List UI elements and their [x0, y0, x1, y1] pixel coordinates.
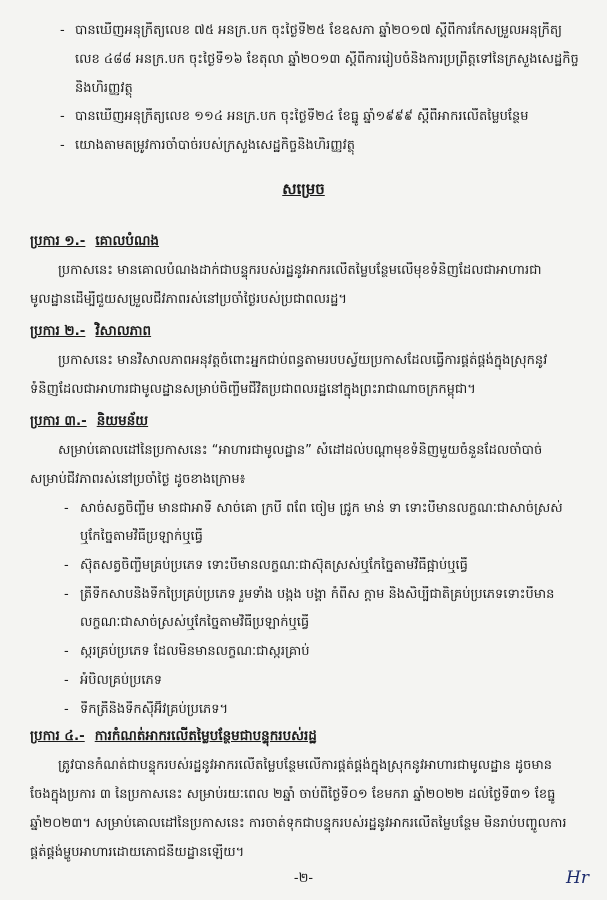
bullet-dash: -: [64, 673, 69, 688]
article-3-heading: [30, 412, 148, 430]
article-2-heading: [30, 322, 151, 340]
preamble-line-1: បានឃើញអនុក្រឹត្យលេខ ៧៥ អនក្រ.បក ចុះថ្ងៃទី២៥ ខែឧសភា ឆ្នាំ២០១៧ ស្ដីពីការកែសម្រួលអនុក្រឹត្យ: [75, 23, 563, 38]
article-2-number: ប្រការ ២.-: [30, 323, 86, 339]
page-number: -២-: [293, 871, 314, 886]
bullet-dash: -: [64, 587, 69, 602]
bullet-dash: -: [60, 23, 65, 38]
food-item-3: ត្រីទឹកសាបនិងទឹកប្រៃគ្រប់ប្រភេទ រួមទាំង បង្កង បង្គា កំពឹស ក្ដាម និងសិប្បីជាតិគ្រប់ប្រភេទទោះបីមាន: [80, 587, 555, 602]
article-3-title: និយមន័យ: [96, 413, 149, 429]
preamble-line-2: លេខ ៤៨៨ អនក្រ.បក ចុះថ្ងៃទី១៦ ខែតុលា ឆ្នាំ២០១៣ ស្ដីពីការរៀបចំនិងការប្រព្រឹត្តទៅនៃក្រសួងសេដ្ឋកិច្ច: [75, 52, 579, 67]
food-item-3-cont: លក្ខណៈជាសាច់ស្រស់ឬកែច្នៃតាមវិធីប្រឡាក់ឬធ្វើ: [80, 615, 310, 630]
article-4-text-2: ចែងក្នុងប្រការ ៣ នៃប្រកាសនេះ សម្រាប់រយៈពេល ២ឆ្នាំ ចាប់ពីថ្ងៃទី០១ ខែមករា ឆ្នាំ២០២២ ដល់ថ្ងៃទី៣១ ខែធ្នូ: [30, 787, 556, 802]
article-3-number: ប្រការ ៣.-: [30, 413, 87, 429]
preamble-line-4: បានឃើញអនុក្រឹត្យលេខ ១១៤ អនក្រ.បក ចុះថ្ងៃទី២៤ ខែធ្នូ ឆ្នាំ១៩៩៩ ស្ដីពីអាករលើតម្លៃបន្ថែម: [75, 109, 529, 124]
bullet-dash: -: [64, 702, 69, 717]
signature-initials: Hr: [566, 868, 589, 888]
article-3-text-2: សម្រាប់ជីវភាពរស់នៅប្រចាំថ្ងៃ ដូចខាងក្រោម៖: [30, 472, 246, 487]
article-2-title: វិសាលភាព: [95, 323, 152, 339]
food-item-1: សាច់សត្វចិញ្ចឹម មានជាអាទិ៍ សាច់គោ ក្របី ពពែ ចៀម ជ្រូក មាន់ ទា ទោះបីមានលក្ខណៈជាសាច់ស្រស់: [80, 501, 563, 516]
food-item-2: ស៊ុតសត្វចិញ្ចឹមគ្រប់ប្រភេទ ទោះបីមានលក្ខណៈជាស៊ុតស្រស់ឬកែច្នៃតាមវិធីផ្អាប់ឬធ្វើ: [80, 558, 468, 573]
article-4-text-4: ផ្គត់ផ្គង់ម្ហូបអាហារដោយភោជនីយដ្ឋានឡើយ។: [30, 845, 245, 860]
article-1-heading: [30, 232, 159, 250]
article-1-text-2: មូលដ្ឋានដើម្បីជួយសម្រួលជីវភាពរស់នៅប្រចាំថ្ងៃរបស់ប្រជាពលរដ្ឋ។: [30, 292, 348, 307]
article-1-title: គោលបំណង: [95, 233, 160, 249]
food-item-5: អំបិលគ្រប់ប្រភេទ: [80, 673, 163, 688]
bullet-dash: -: [60, 138, 65, 153]
article-4-heading: [30, 727, 317, 745]
article-1-text-1: ប្រកាសនេះ មានគោលបំណងដាក់ជាបន្ទុករបស់រដ្ឋនូវអាករលើតម្លៃបន្ថែមលើមុខទំនិញដែលជាអាហារជា: [58, 263, 542, 278]
preamble-line-3: និងហិរញ្ញវត្ថុ: [75, 81, 133, 96]
food-item-4: ស្ករគ្រប់ប្រភេទ ដែលមិនមានលក្ខណៈជាស្ករគ្រាប់: [80, 644, 310, 659]
article-1-number: ប្រការ ១.-: [30, 233, 86, 249]
article-2-text-2: ទំនិញដែលជាអាហារជាមូលដ្ឋានសម្រាប់ចិញ្ចឹមជីវិតប្រជាពលរដ្ឋនៅក្នុងព្រះរាជាណាចក្រកម្ពុជា។: [30, 382, 476, 397]
preamble-line-5: យោងតាមតម្រូវការចាំបាច់របស់ក្រសួងសេដ្ឋកិច្ចនិងហិរញ្ញវត្ថុ: [75, 138, 356, 153]
article-4-title: ការកំណត់អាករលើតម្លៃបន្ថែមជាបន្ទុករបស់រដ្ឋ: [94, 728, 317, 744]
food-item-6: ទឹកត្រីនិងទឹកស៊ីអ៊ីវគ្រប់ប្រភេទ។: [80, 702, 229, 717]
bullet-dash: -: [64, 501, 69, 516]
article-4-text-1: ត្រូវបានកំណត់ជាបន្ទុករបស់រដ្ឋនូវអាករលើតម្លៃបន្ថែមលើការផ្គត់ផ្គង់ក្នុងស្រុកនូវអាហារជាមូលដ្ឋាន ដូចមាន: [58, 758, 552, 773]
article-2-text-1: ប្រកាសនេះ មានវិសាលភាពអនុវត្តចំពោះអ្នកជាប់ពន្ធតាមរបបស្វ័យប្រកាសដែលធ្វើការផ្គត់ផ្គង់ក្នុងស្រុកនូវ: [58, 353, 548, 368]
bullet-dash: -: [60, 109, 65, 124]
article-4-number: ប្រការ ៤.-: [30, 728, 85, 744]
bullet-dash: -: [64, 644, 69, 659]
article-4-text-3: ឆ្នាំ២០២៣។ សម្រាប់គោលដៅនៃប្រកាសនេះ ការចាត់ទុកជាបន្ទុករបស់រដ្ឋនូវអាករលើតម្លៃបន្ថែម មិនរាប់បញ្ចូលការ: [30, 816, 567, 831]
decision-heading: សម្រេច: [282, 180, 325, 198]
bullet-dash: -: [64, 558, 69, 573]
food-item-1-cont: ឬកែច្នៃតាមវិធីប្រឡាក់ឬធ្វើ: [80, 529, 203, 544]
article-3-text-1: សម្រាប់គោលដៅនៃប្រកាសនេះ “អាហារជាមូលដ្ឋាន” សំដៅដល់បណ្ដាមុខទំនិញមួយចំនួនដែលចាំបាច់: [58, 443, 543, 458]
